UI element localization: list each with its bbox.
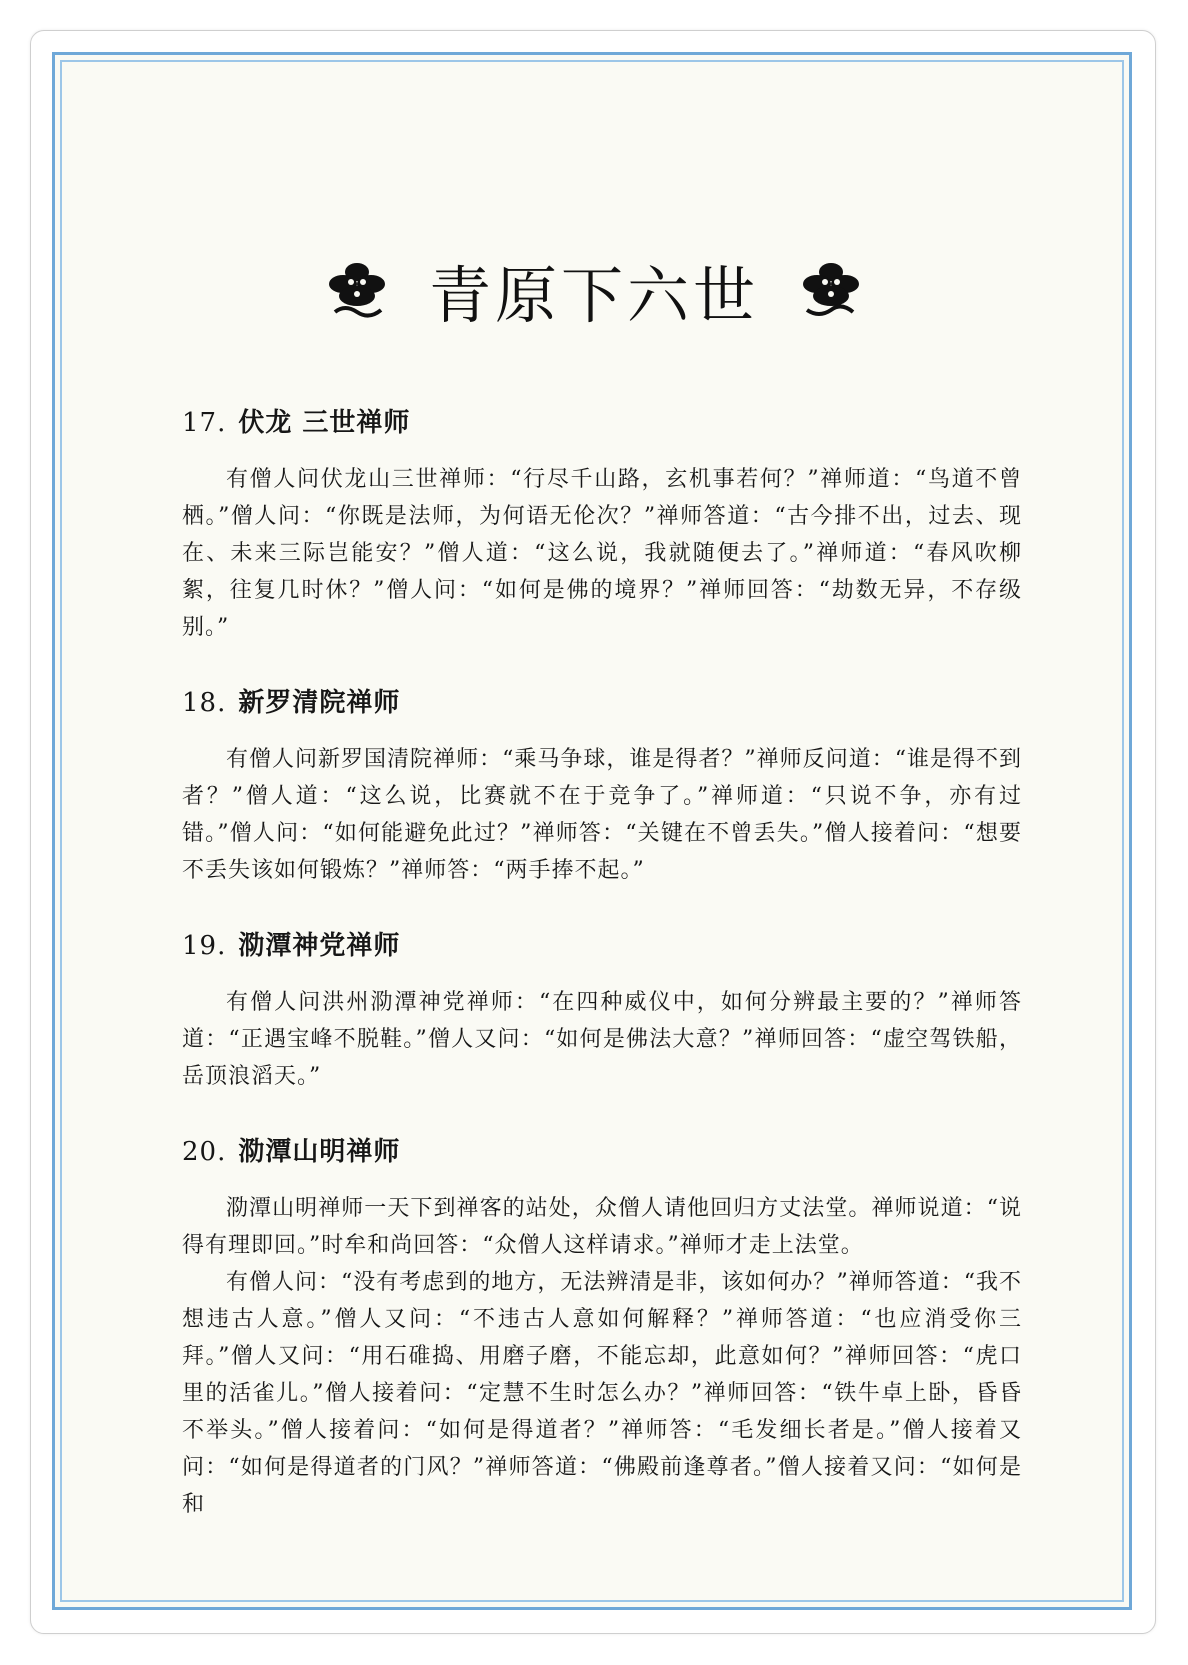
section-title: 泐潭山明禅师 [238, 1137, 401, 1167]
cloud-ornament-left-icon [321, 254, 393, 326]
cloud-ornament-right-icon [795, 254, 867, 326]
paragraph: 有僧人问洪州泐潭神党禅师：“在四种威仪中，如何分辨最主要的？”禅师答道：“正遇宝峰不脱鞋。”僧人又问：“如何是佛法大意？”禅师回答：“虚空驾铁船，岳顶浪滔天。” [182, 990, 1022, 1089]
section-number: 18. [182, 688, 227, 718]
section-title: 伏龙 三世禅师 [238, 408, 411, 438]
section-heading [182, 1131, 1022, 1168]
page-title: 青原下六世 [428, 258, 759, 332]
paragraph: 泐潭山明禅师一天下到禅客的站处，众僧人请他回归方丈法堂。禅师说道：“说得有理即回。”时牟和尚回答：“众僧人这样请求。”禅师才走上法堂。 [182, 1196, 1022, 1258]
section-number: 17. [182, 408, 227, 438]
section-title: 泐潭神党禅师 [238, 931, 401, 961]
section-title: 新罗清院禅师 [238, 688, 401, 718]
title-row [0, 250, 1188, 330]
section-heading [182, 925, 1022, 962]
section-number: 19. [182, 931, 227, 961]
section-number: 20. [182, 1137, 227, 1167]
paragraph: 有僧人问伏龙山三世禅师：“行尽千山路，玄机事若何？”禅师道：“鸟道不曾栖。”僧人问：“你既是法师，为何语无伦次？”禅师答道：“古今排不出，过去、现在、未来三际岂能安？”僧人道：“这么说，我就随便去了。”禅师道：“春风吹柳絮，往复几时休？”僧人问：“如何是佛的境界？”禅师回答：“劫数无异，不存级别。” [182, 467, 1022, 640]
section-20 [182, 1131, 1022, 1523]
paragraph: 有僧人问新罗国清院禅师：“乘马争球，谁是得者？”禅师反问道：“谁是得不到者？”僧人道：“这么说，比赛就不在于竞争了。”禅师道：“只说不争，亦有过错。”僧人问：“如何能避免此过？”禅师答：“关键在不曾丢失。”僧人接着问：“想要不丢失该如何锻炼？”禅师答：“两手捧不起。” [182, 747, 1022, 883]
section-19 [182, 925, 1022, 1095]
paragraph: 有僧人问：“没有考虑到的地方，无法辨清是非，该如何办？”禅师答道：“我不想违古人意。”僧人又问：“不违古人意如何解释？”禅师答道：“也应消受你三拜。”僧人又问：“用石碓捣、用磨子磨，不能忘却，此意如何？”禅师回答：“虎口里的活雀儿。”僧人接着问：“定慧不生时怎么办？”禅师回答：“铁牛卓上卧，昏昏不举头。”僧人接着问：“如何是得道者？”禅师答：“毛发细长者是。”僧人接着又问：“如何是得道者的门风？”禅师答道：“佛殿前逢尊者。”僧人接着又问：“如何是和 [182, 1270, 1022, 1517]
section-17 [182, 402, 1022, 646]
section-heading [182, 682, 1022, 719]
section-18 [182, 682, 1022, 889]
content-body [182, 402, 1022, 1559]
section-heading [182, 402, 1022, 439]
